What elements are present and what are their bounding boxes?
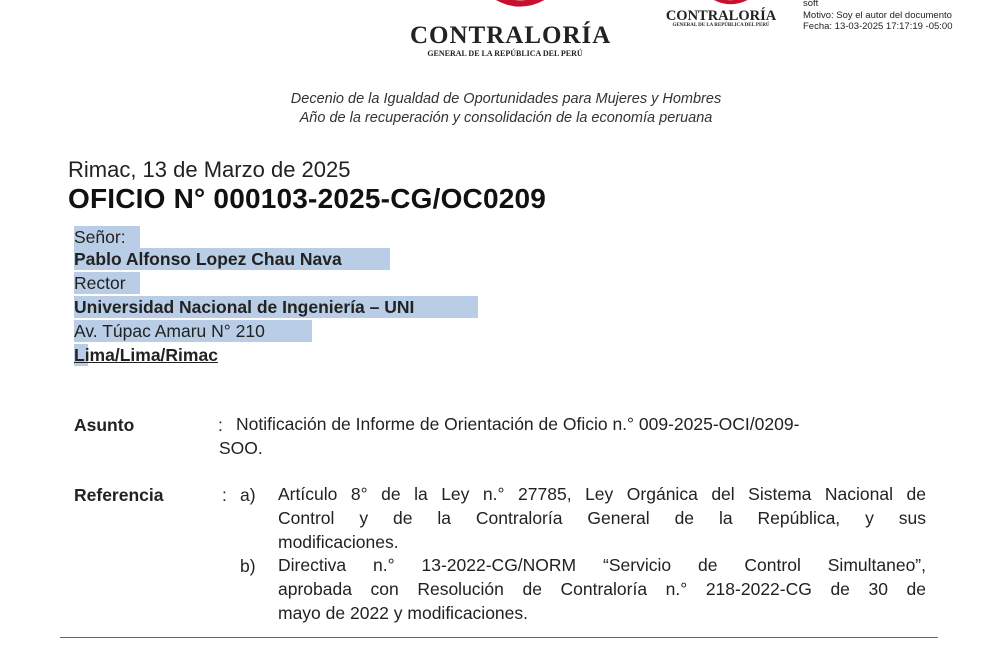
reference-line: mayo de 2022 y modificaciones. — [278, 603, 528, 623]
digital-signature-block — [803, 0, 952, 33]
signature-logo-name: CONTRALORÍA — [665, 8, 777, 24]
referencia-colon: : — [222, 485, 227, 505]
recipient-institution: Universidad Nacional de Ingeniería – UNI — [74, 297, 415, 317]
signature-line: soft — [803, 0, 819, 9]
recipient-position: Rector — [74, 273, 126, 293]
signature-logo-emblem — [700, 0, 760, 8]
asunto-colon: : — [218, 415, 223, 435]
recipient-location: Lima/Lima/Rimac — [74, 345, 218, 365]
reference-line: Control y de la Contraloría General de la República, y sus — [278, 508, 926, 528]
reference-line: Directiva n.° 13-2022-CG/NORM “Servicio de Control Simultaneo”, — [278, 555, 926, 575]
contraloria-logo-emblem — [474, 0, 564, 18]
reference-line: Artículo 8° de la Ley n.° 27785, Ley Orgánica del Sistema Nacional de — [278, 484, 926, 504]
asunto-label: Asunto — [74, 415, 135, 435]
logo-subtitle: GENERAL DE LA REPÚBLICA DEL PERÚ — [427, 49, 583, 58]
year-motto: Año de la recuperación y consolidación de la economía peruana — [299, 110, 713, 126]
referencia-label: Referencia — [74, 485, 164, 505]
oficio-number: OFICIO N° 000103-2025-CG/OC0209 — [68, 183, 547, 214]
separator-line — [60, 637, 938, 638]
signature-date: Fecha: 13-03-2025 17:17:19 -05:00 — [803, 21, 953, 32]
reference-line: modificaciones. — [278, 532, 399, 552]
asunto-line: Notificación de Informe de Orientación de Oficio n.° 009-2025-OCI/0209- — [236, 414, 800, 434]
reference-line: aprobada con Resolución de Contraloría n.° 218-2022-CG de 30 de — [278, 579, 926, 599]
logo-name: CONTRALORÍA — [410, 22, 612, 49]
recipient-address: Av. Túpac Amaru N° 210 — [74, 321, 265, 341]
place-date: Rimac, 13 de Marzo de 2025 — [68, 157, 351, 182]
asunto-line: SOO. — [219, 438, 263, 458]
reference-marker: b) — [240, 556, 256, 576]
signature-logo-subtitle: GENERAL DE LA REPÚBLICA DEL PERÚ — [672, 23, 770, 28]
reference-marker: a) — [240, 485, 256, 505]
signature-reason: Motivo: Soy el autor del documento — [803, 9, 952, 21]
decade-motto: Decenio de la Igualdad de Oportunidades para Mujeres y Hombres — [290, 91, 722, 107]
recipient-salutation: Señor: — [74, 227, 126, 247]
recipient-name: Pablo Alfonso Lopez Chau Nava — [74, 249, 342, 269]
